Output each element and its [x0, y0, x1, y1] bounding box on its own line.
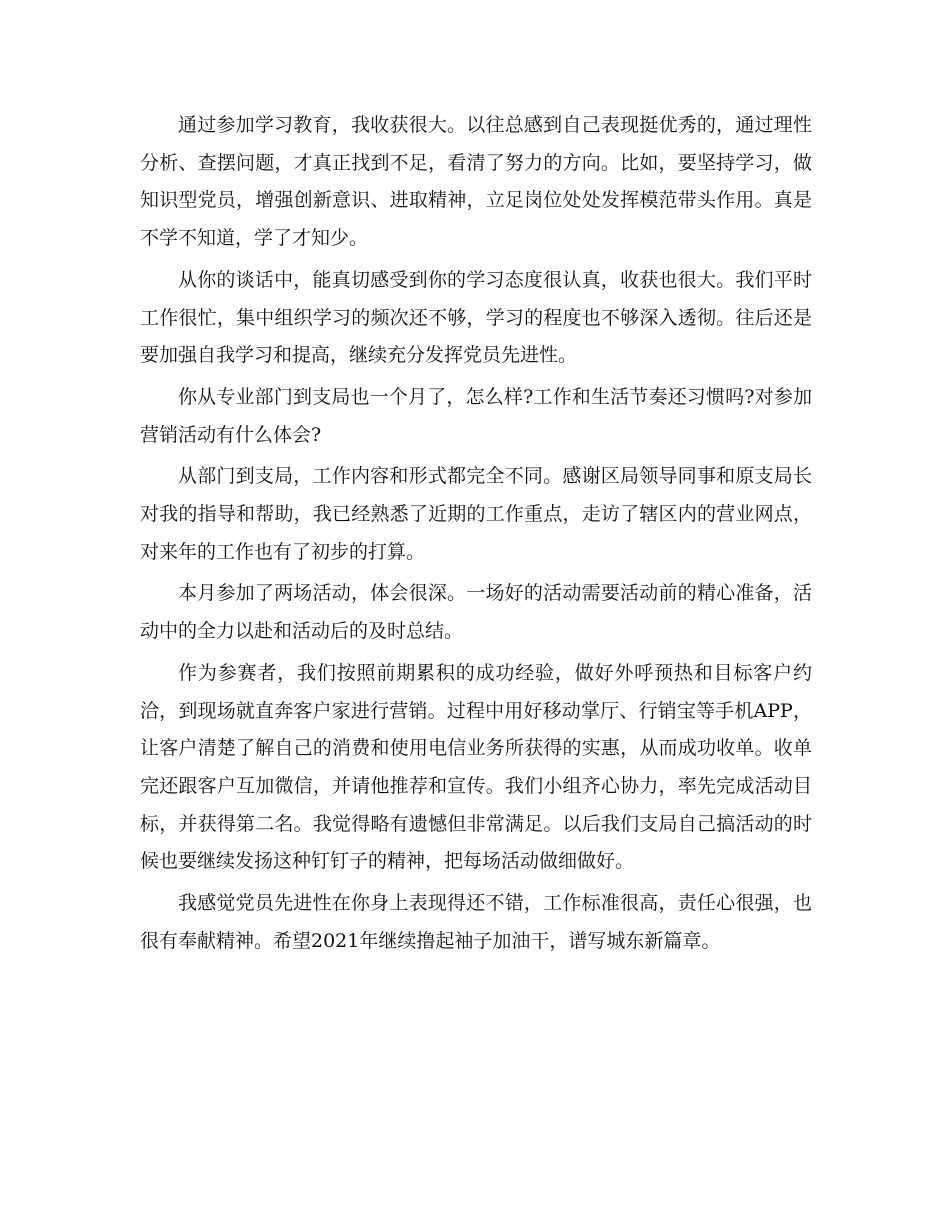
- paragraph-2: 从你的谈话中，能真切感受到你的学习态度很认真，收获也很大。我们平时工作很忙，集中组织学习的频次还不够，学习的程度也不够深入透彻。往后还是要加强自我学习和提高，继续充分发挥党员先进性。: [140, 268, 812, 367]
- paragraph-5: 本月参加了两场活动，体会很深。一场好的活动需要活动前的精心准备，活动中的全力以赴和活动后的及时总结。: [140, 582, 812, 643]
- paragraph-4: 从部门到支局，工作内容和形式都完全不同。感谢区局领导同事和原支局长对我的指导和帮助，我已经熟悉了近期的工作重点，走访了辖区内的营业网点，对来年的工作也有了初步的打算。: [140, 465, 812, 563]
- document-body: [140, 107, 812, 964]
- paragraph-1: 通过参加学习教育，我收获很大。以往总感到自己表现挺优秀的，通过理性分析、查摆问题，才真正找到不足，看清了努力的方向。比如，要坚持学习，做知识型党员，增强创新意识、进取精神，立足岗位处处发挥模范带头作用。真是不学不知道，学了才知少。: [140, 114, 812, 250]
- paragraph-7: 我感觉党员先进性在你身上表现得还不错，工作标准很高，责任心很强，也很有奉献精神。希望2021年继续撸起袖子加油干，谱写城东新篇章。: [140, 892, 812, 952]
- paragraph-6: 作为参赛者，我们按照前期累积的成功经验，做好外呼预热和目标客户约洽，到现场就直奔客户家进行营销。过程中用好移动掌厅、行销宝等手机APP，让客户清楚了解自己的消费和使用电信业务所获得的实惠，从而成功收单。收单完还跟客户互加微信，并请他推荐和宣传。我们小组齐心协力，率先完成活动目标，并获得第二名。我觉得略有遗憾但非常满足。以后我们支局自己搞活动的时候也要继续发扬这种钉钉子的精神，把每场活动做细做好。: [140, 661, 812, 873]
- paragraph-3: 你从专业部门到支局也一个月了，怎么样?工作和生活节奏还习惯吗?对参加营销活动有什么体会?: [140, 385, 812, 446]
